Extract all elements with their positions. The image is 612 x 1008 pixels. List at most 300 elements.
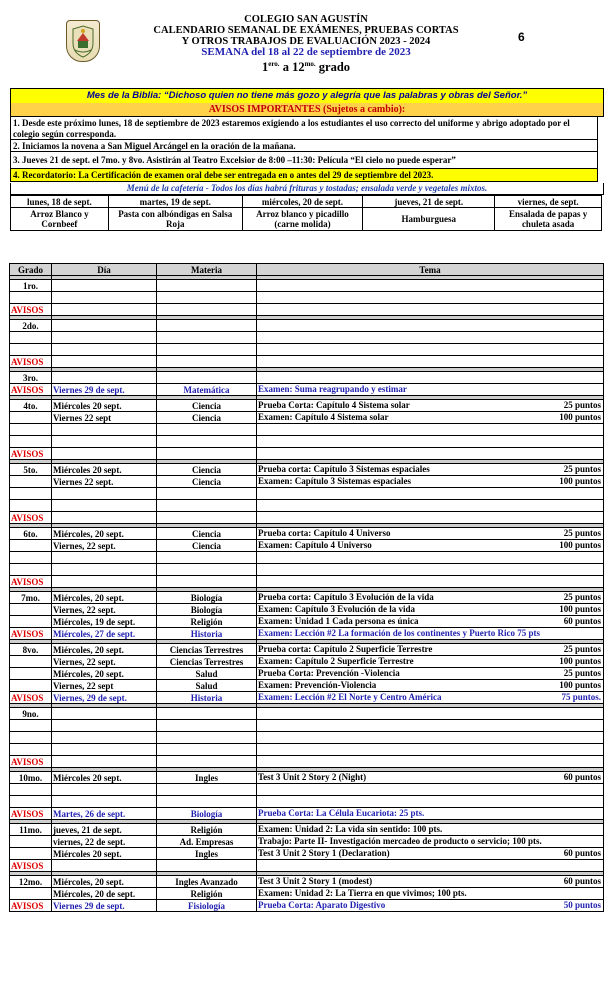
- grade-cell: [10, 292, 52, 304]
- menu-food: Ensalada de papas y chuleta asada: [495, 208, 602, 231]
- tema-cell: [257, 720, 604, 732]
- tema-cell: [257, 384, 604, 396]
- dia-cell: [52, 576, 157, 588]
- materia-cell: Ingles Avanzado: [157, 876, 257, 888]
- table-row-empty: [10, 292, 604, 304]
- materia-cell: Matemática: [157, 384, 257, 396]
- materia-cell: [157, 576, 257, 588]
- materia-cell: Religión: [157, 616, 257, 628]
- tema-cell: [257, 808, 604, 820]
- notice-2: 2. Iniciamos la novena a San Miguel Arcángel en la oración de la mañana.: [10, 140, 598, 152]
- grade-label: 10mo.: [10, 772, 52, 784]
- dia-cell: Viernes, 22 sept.: [52, 604, 157, 616]
- grade-cell: [10, 332, 52, 344]
- dia-cell: Martes, 26 de sept.: [52, 808, 157, 820]
- dia-cell: Miércoles 20 sept.: [52, 848, 157, 860]
- menu-food: Arroz blanco y picadillo (carne molida): [242, 208, 363, 231]
- dia-cell: Miércoles 20 sept.: [52, 464, 157, 476]
- avisos-row: [10, 448, 604, 460]
- dia-cell: [52, 720, 157, 732]
- dia-cell: [52, 436, 157, 448]
- materia-cell: Fisiología: [157, 900, 257, 912]
- table-row: [10, 592, 604, 604]
- header-line-2: CALENDARIO SEMANAL DE EXÁMENES, PRUEBAS CORTAS: [153, 25, 459, 36]
- grade-cell: [10, 744, 52, 756]
- materia-cell: [157, 304, 257, 316]
- materia-cell: Biología: [157, 808, 257, 820]
- tema-text: Examen: Capítulo 3 Sistemas espaciales: [258, 476, 411, 486]
- avisos-label: AVISOS: [10, 628, 52, 640]
- table-row: [10, 876, 604, 888]
- avisos-label: AVISOS: [10, 512, 52, 524]
- dia-cell: [52, 280, 157, 292]
- dia-cell: [52, 512, 157, 524]
- avisos-row: [10, 628, 604, 640]
- table-row: [10, 616, 604, 628]
- dia-cell: Viernes 22 sept: [52, 412, 157, 424]
- table-row: [10, 400, 604, 412]
- tema-cell: [257, 552, 604, 564]
- dia-cell: [52, 332, 157, 344]
- tema-cell: [257, 540, 604, 552]
- col-header-dia: Día: [52, 264, 157, 276]
- tema-text: Prueba Corta: Prevención -Violencia: [258, 668, 400, 678]
- tema-text: Examen: Capítulo 3 Evolución de la vida: [258, 604, 416, 614]
- dia-cell: Miércoles, 20 sept.: [52, 592, 157, 604]
- tema-cell: [257, 756, 604, 768]
- grade-cell: [10, 436, 52, 448]
- table-row: [10, 320, 604, 332]
- tema-cell: [257, 564, 604, 576]
- tema-text: Prueba corta: Capítulo 2 Superficie Terrestre: [258, 644, 433, 654]
- tema-cell: [257, 900, 604, 912]
- grade-cell: [10, 784, 52, 796]
- table-row-empty: [10, 424, 604, 436]
- tema-text: Examen: Prevención-Violencia: [258, 680, 377, 690]
- col-header-materia: Materia: [157, 264, 257, 276]
- tema-text: Prueba corta: Capítulo 3 Sistemas espaciales: [258, 464, 430, 474]
- tema-cell: [257, 356, 604, 368]
- avisos-row: [10, 808, 604, 820]
- avisos-label: AVISOS: [10, 576, 52, 588]
- grade-label: 9no.: [10, 708, 52, 720]
- dia-cell: [52, 860, 157, 872]
- dia-cell: Viernes, 22 sept.: [52, 656, 157, 668]
- tema-text: Prueba Corta: La Célula Eucariota: 25 pts.: [258, 808, 425, 818]
- puntos-text: 100 puntos: [559, 604, 601, 614]
- dia-cell: Viernes, 22 sept.: [52, 540, 157, 552]
- tema-text: Examen: Capítulo 4 Sistema solar: [258, 412, 389, 422]
- tema-cell: [257, 644, 604, 656]
- table-row: [10, 656, 604, 668]
- materia-cell: Ciencia: [157, 528, 257, 540]
- puntos-text: 75 puntos.: [561, 692, 601, 702]
- tema-text: Examen: Unidad 1 Cada persona es única: [258, 616, 419, 626]
- materia-cell: [157, 564, 257, 576]
- grade-cell: [10, 424, 52, 436]
- tema-cell: [257, 796, 604, 808]
- avisos-row: [10, 384, 604, 396]
- tema-cell: [257, 424, 604, 436]
- tema-text: Prueba corta: Capítulo 4 Universo: [258, 528, 391, 538]
- avisos-row: [10, 860, 604, 872]
- tema-text: Test 3 Unit 2 Story 1 (modest): [258, 876, 373, 886]
- bible-verse-banner: Mes de la Biblia: “Dichoso quien no tiene más gozo y alegría que las palabras y obras del Señor.”: [10, 88, 604, 104]
- tema-cell: [257, 488, 604, 500]
- table-row: [10, 836, 604, 848]
- materia-cell: [157, 448, 257, 460]
- puntos-text: 25 puntos: [563, 528, 601, 538]
- grade-label: 3ro.: [10, 372, 52, 384]
- tema-cell: [257, 656, 604, 668]
- avisos-label: AVISOS: [10, 448, 52, 460]
- menu-day: lunes, 18 de sept.: [11, 196, 109, 208]
- avisos-label: AVISOS: [10, 304, 52, 316]
- grade-cell: [10, 720, 52, 732]
- materia-cell: Biología: [157, 592, 257, 604]
- tema-cell: [257, 400, 604, 412]
- dia-cell: [52, 756, 157, 768]
- tema-cell: [257, 512, 604, 524]
- tema-cell: [257, 692, 604, 704]
- materia-cell: Salud: [157, 680, 257, 692]
- dia-cell: [52, 744, 157, 756]
- dia-cell: [52, 500, 157, 512]
- puntos-text: 50 puntos: [563, 900, 601, 910]
- grade-cell: [10, 412, 52, 424]
- table-row-empty: [10, 488, 604, 500]
- materia-cell: [157, 320, 257, 332]
- tema-cell: [257, 576, 604, 588]
- tema-text: Examen: Unidad 2: La Tierra en que vivimos; 100 pts.: [258, 888, 467, 898]
- materia-cell: [157, 488, 257, 500]
- table-row-empty: [10, 744, 604, 756]
- grade-label: 7mo.: [10, 592, 52, 604]
- table-row: [10, 644, 604, 656]
- grade-cell: [10, 500, 52, 512]
- materia-cell: Ciencia: [157, 540, 257, 552]
- materia-cell: [157, 280, 257, 292]
- materia-cell: [157, 512, 257, 524]
- tema-cell: [257, 824, 604, 836]
- table-row: [10, 280, 604, 292]
- grade-label: 4to.: [10, 400, 52, 412]
- materia-cell: [157, 744, 257, 756]
- avisos-label: AVISOS: [10, 860, 52, 872]
- materia-cell: Ingles: [157, 772, 257, 784]
- dia-cell: [52, 320, 157, 332]
- materia-cell: [157, 756, 257, 768]
- page-number: 6: [518, 30, 525, 44]
- materia-cell: Biología: [157, 604, 257, 616]
- grade-label: 8vo.: [10, 644, 52, 656]
- table-row: [10, 848, 604, 860]
- grade-cell: [10, 552, 52, 564]
- tema-cell: [257, 448, 604, 460]
- materia-cell: [157, 344, 257, 356]
- materia-cell: [157, 356, 257, 368]
- tema-text: Examen: Suma reagrupando y estimar: [258, 384, 407, 394]
- dia-cell: [52, 732, 157, 744]
- grade-label: 5to.: [10, 464, 52, 476]
- grade-cell: [10, 604, 52, 616]
- puntos-text: 100 puntos: [559, 476, 601, 486]
- materia-cell: [157, 860, 257, 872]
- table-row-empty: [10, 436, 604, 448]
- puntos-text: 60 puntos: [563, 876, 601, 886]
- menu-table: [10, 195, 602, 231]
- dia-cell: viernes, 22 de sept.: [52, 836, 157, 848]
- dia-cell: [52, 488, 157, 500]
- dia-cell: [52, 344, 157, 356]
- tema-cell: [257, 304, 604, 316]
- materia-cell: Religión: [157, 888, 257, 900]
- dia-cell: [52, 796, 157, 808]
- materia-cell: [157, 372, 257, 384]
- notice-1: 1. Desde este próximo lunes, 18 de septiembre de 2023 estaremos exigiendo a los estudiantes el uso correcto del uniforme y abrigo adoptado por el colegio según corresponda.: [10, 117, 598, 140]
- materia-cell: [157, 424, 257, 436]
- dia-cell: [52, 304, 157, 316]
- tema-cell: [257, 888, 604, 900]
- puntos-text: 100 puntos: [559, 680, 601, 690]
- table-row-empty: [10, 784, 604, 796]
- tema-cell: [257, 292, 604, 304]
- avisos-label: AVISOS: [10, 692, 52, 704]
- avisos-row: [10, 512, 604, 524]
- tema-cell: [257, 732, 604, 744]
- tema-cell: [257, 412, 604, 424]
- grade-cell: [10, 656, 52, 668]
- grade-cell: [10, 848, 52, 860]
- puntos-text: 60 puntos: [563, 848, 601, 858]
- menu-food: Arroz Blanco y Cornbeef: [11, 208, 109, 231]
- tema-cell: [257, 476, 604, 488]
- menu-title: Menú de la cafetería - Todos los días habrá frituras y tostadas; ensalada verde y vegetales mixtos.: [10, 183, 604, 195]
- grade-label: 11mo.: [10, 824, 52, 836]
- materia-cell: Ciencias Terrestres: [157, 656, 257, 668]
- tema-cell: [257, 668, 604, 680]
- tema-cell: [257, 332, 604, 344]
- tema-cell: [257, 784, 604, 796]
- table-row: [10, 604, 604, 616]
- grade-range: $1^{ero.}$ a $12^{mo.}$ grado: [261, 60, 351, 75]
- avisos-row: [10, 900, 604, 912]
- table-row: [10, 540, 604, 552]
- materia-cell: [157, 720, 257, 732]
- materia-cell: Religión: [157, 824, 257, 836]
- materia-cell: [157, 332, 257, 344]
- avisos-row: [10, 576, 604, 588]
- header-line-3: Y OTROS TRABAJOS DE EVALUACIÓN 2023 - 2024: [181, 36, 431, 47]
- tema-cell: [257, 860, 604, 872]
- grade-cell: [10, 732, 52, 744]
- tema-cell: [257, 836, 604, 848]
- materia-cell: [157, 796, 257, 808]
- table-row: [10, 412, 604, 424]
- menu-day: jueves, 21 de sept.: [363, 196, 495, 208]
- tema-text: Examen: Capítulo 2 Superficie Terrestre: [258, 656, 414, 666]
- grade-cell: [10, 668, 52, 680]
- puntos-text: 25 puntos: [563, 644, 601, 654]
- puntos-text: 100 puntos: [559, 540, 601, 550]
- dia-cell: [52, 564, 157, 576]
- materia-cell: Ciencia: [157, 412, 257, 424]
- avisos-label: AVISOS: [10, 900, 52, 912]
- tema-cell: [257, 280, 604, 292]
- materia-cell: [157, 292, 257, 304]
- menu-day: miércoles, 20 de sept.: [242, 196, 363, 208]
- avisos-label: AVISOS: [10, 356, 52, 368]
- tema-cell: [257, 464, 604, 476]
- tema-cell: [257, 876, 604, 888]
- puntos-text: 25 puntos: [563, 464, 601, 474]
- dia-cell: jueves, 21 de sept.: [52, 824, 157, 836]
- dia-cell: [52, 552, 157, 564]
- dia-cell: [52, 708, 157, 720]
- evaluation-table: [9, 263, 604, 912]
- table-row-empty: [10, 500, 604, 512]
- tema-text: Test 3 Unit 2 Story 2 (Night): [258, 772, 367, 782]
- avisos-label: AVISOS: [10, 756, 52, 768]
- dia-cell: [52, 424, 157, 436]
- grade-label: 2do.: [10, 320, 52, 332]
- avisos-row: [10, 356, 604, 368]
- table-row: [10, 824, 604, 836]
- tema-text: Examen: Unidad 2: La vida sin sentido: 100 pts.: [258, 824, 443, 834]
- menu-day: martes, 19 de sept.: [108, 196, 242, 208]
- school-name: COLEGIO SAN AGUSTÍN: [244, 14, 368, 25]
- table-row: [10, 680, 604, 692]
- materia-cell: [157, 732, 257, 744]
- dia-cell: Miércoles, 27 de sept.: [52, 628, 157, 640]
- materia-cell: [157, 500, 257, 512]
- puntos-text: 100 puntos: [559, 412, 601, 422]
- tema-cell: [257, 772, 604, 784]
- materia-cell: Historia: [157, 628, 257, 640]
- grade-cell: [10, 564, 52, 576]
- dia-cell: Viernes 29 de sept.: [52, 900, 157, 912]
- dia-cell: Viernes, 29 de sept.: [52, 692, 157, 704]
- materia-cell: Historia: [157, 692, 257, 704]
- materia-cell: [157, 784, 257, 796]
- table-row-empty: [10, 732, 604, 744]
- materia-cell: Ciencias Terrestres: [157, 644, 257, 656]
- materia-cell: [157, 436, 257, 448]
- tema-text: Prueba Corta: Capítulo 4 Sistema solar: [258, 400, 410, 410]
- tema-text: Examen: Lección #2 La formación de los continentes y Puerto Rico 75 pts: [258, 628, 540, 638]
- grade-cell: [10, 796, 52, 808]
- table-row-empty: [10, 552, 604, 564]
- dia-cell: Miércoles, 20 sept.: [52, 876, 157, 888]
- table-row: [10, 888, 604, 900]
- table-row: [10, 476, 604, 488]
- avisos-title: AVISOS IMPORTANTES (Sujetos a cambio):: [10, 103, 604, 117]
- dia-cell: Viernes 22 sept.: [52, 476, 157, 488]
- dia-cell: Miércoles, 20 sept.: [52, 644, 157, 656]
- tema-text: Examen: Capítulo 4 Universo: [258, 540, 372, 550]
- dia-cell: Miércoles 20 sept.: [52, 400, 157, 412]
- tema-cell: [257, 320, 604, 332]
- header: [0, 14, 612, 73]
- table-row-empty: [10, 796, 604, 808]
- dia-cell: [52, 784, 157, 796]
- grade-label: 6to.: [10, 528, 52, 540]
- dia-cell: [52, 372, 157, 384]
- avisos-label: AVISOS: [10, 384, 52, 396]
- grade-cell: [10, 680, 52, 692]
- tema-cell: [257, 604, 604, 616]
- grade-cell: [10, 540, 52, 552]
- tema-text: Prueba Corta: Aparato Digestivo: [258, 900, 386, 910]
- materia-cell: Ciencia: [157, 476, 257, 488]
- menu-food: Hamburguesa: [363, 208, 495, 231]
- tema-cell: [257, 436, 604, 448]
- dia-cell: [52, 356, 157, 368]
- dia-cell: Viernes, 22 sept: [52, 680, 157, 692]
- materia-cell: Salud: [157, 668, 257, 680]
- tema-cell: [257, 708, 604, 720]
- materia-cell: Ad. Empresas: [157, 836, 257, 848]
- puntos-text: 60 puntos: [563, 616, 601, 626]
- menu-day: viernes, de sept.: [495, 196, 602, 208]
- puntos-text: 100 puntos: [559, 656, 601, 666]
- materia-cell: Ciencia: [157, 400, 257, 412]
- dia-cell: Miércoles, 19 de sept.: [52, 616, 157, 628]
- tema-cell: [257, 344, 604, 356]
- dia-cell: [52, 292, 157, 304]
- notice-3: 3. Jueves 21 de sept. el 7mo. y 8vo. Asistirán al Teatro Excelsior de 8:00 –11:30: Película “El cielo no puede esperar”: [10, 152, 598, 169]
- materia-cell: [157, 708, 257, 720]
- notice-4: 4. Recordatorio: La Certificación de examen oral debe ser entregada en o antes del 29 de septiembre del 2023.: [10, 169, 598, 182]
- table-row: [10, 372, 604, 384]
- tema-cell: [257, 616, 604, 628]
- tema-cell: [257, 628, 604, 640]
- table-row-empty: [10, 344, 604, 356]
- grade-cell: [10, 836, 52, 848]
- materia-cell: Ingles: [157, 848, 257, 860]
- dia-cell: Miércoles, 20 sept.: [52, 668, 157, 680]
- table-row: [10, 464, 604, 476]
- table-row-empty: [10, 564, 604, 576]
- avisos-label: AVISOS: [10, 808, 52, 820]
- dia-cell: Miércoles, 20 de sept.: [52, 888, 157, 900]
- menu-food: Pasta con albóndigas en Salsa Roja: [108, 208, 242, 231]
- table-row: [10, 668, 604, 680]
- table-row: [10, 708, 604, 720]
- tema-cell: [257, 592, 604, 604]
- tema-cell: [257, 528, 604, 540]
- grade-cell: [10, 476, 52, 488]
- puntos-text: 25 puntos: [563, 592, 601, 602]
- grade-cell: [10, 344, 52, 356]
- avisos-row: [10, 692, 604, 704]
- col-header-grado: Grado: [10, 264, 52, 276]
- avisos-row: [10, 304, 604, 316]
- grade-cell: [10, 888, 52, 900]
- col-header-tema: Tema: [257, 264, 604, 276]
- grade-label: 1ro.: [10, 280, 52, 292]
- materia-cell: Ciencia: [157, 464, 257, 476]
- dia-cell: Miércoles, 20 sept.: [52, 528, 157, 540]
- dia-cell: [52, 448, 157, 460]
- tema-cell: [257, 372, 604, 384]
- table-row-empty: [10, 720, 604, 732]
- puntos-text: 25 puntos: [563, 668, 601, 678]
- table-row: [10, 772, 604, 784]
- tema-text: Test 3 Unit 2 Story 1 (Declaration): [258, 848, 390, 858]
- week-range: SEMANA del 18 al 22 de septiembre de 2023: [201, 46, 411, 58]
- puntos-text: 25 puntos: [563, 400, 601, 410]
